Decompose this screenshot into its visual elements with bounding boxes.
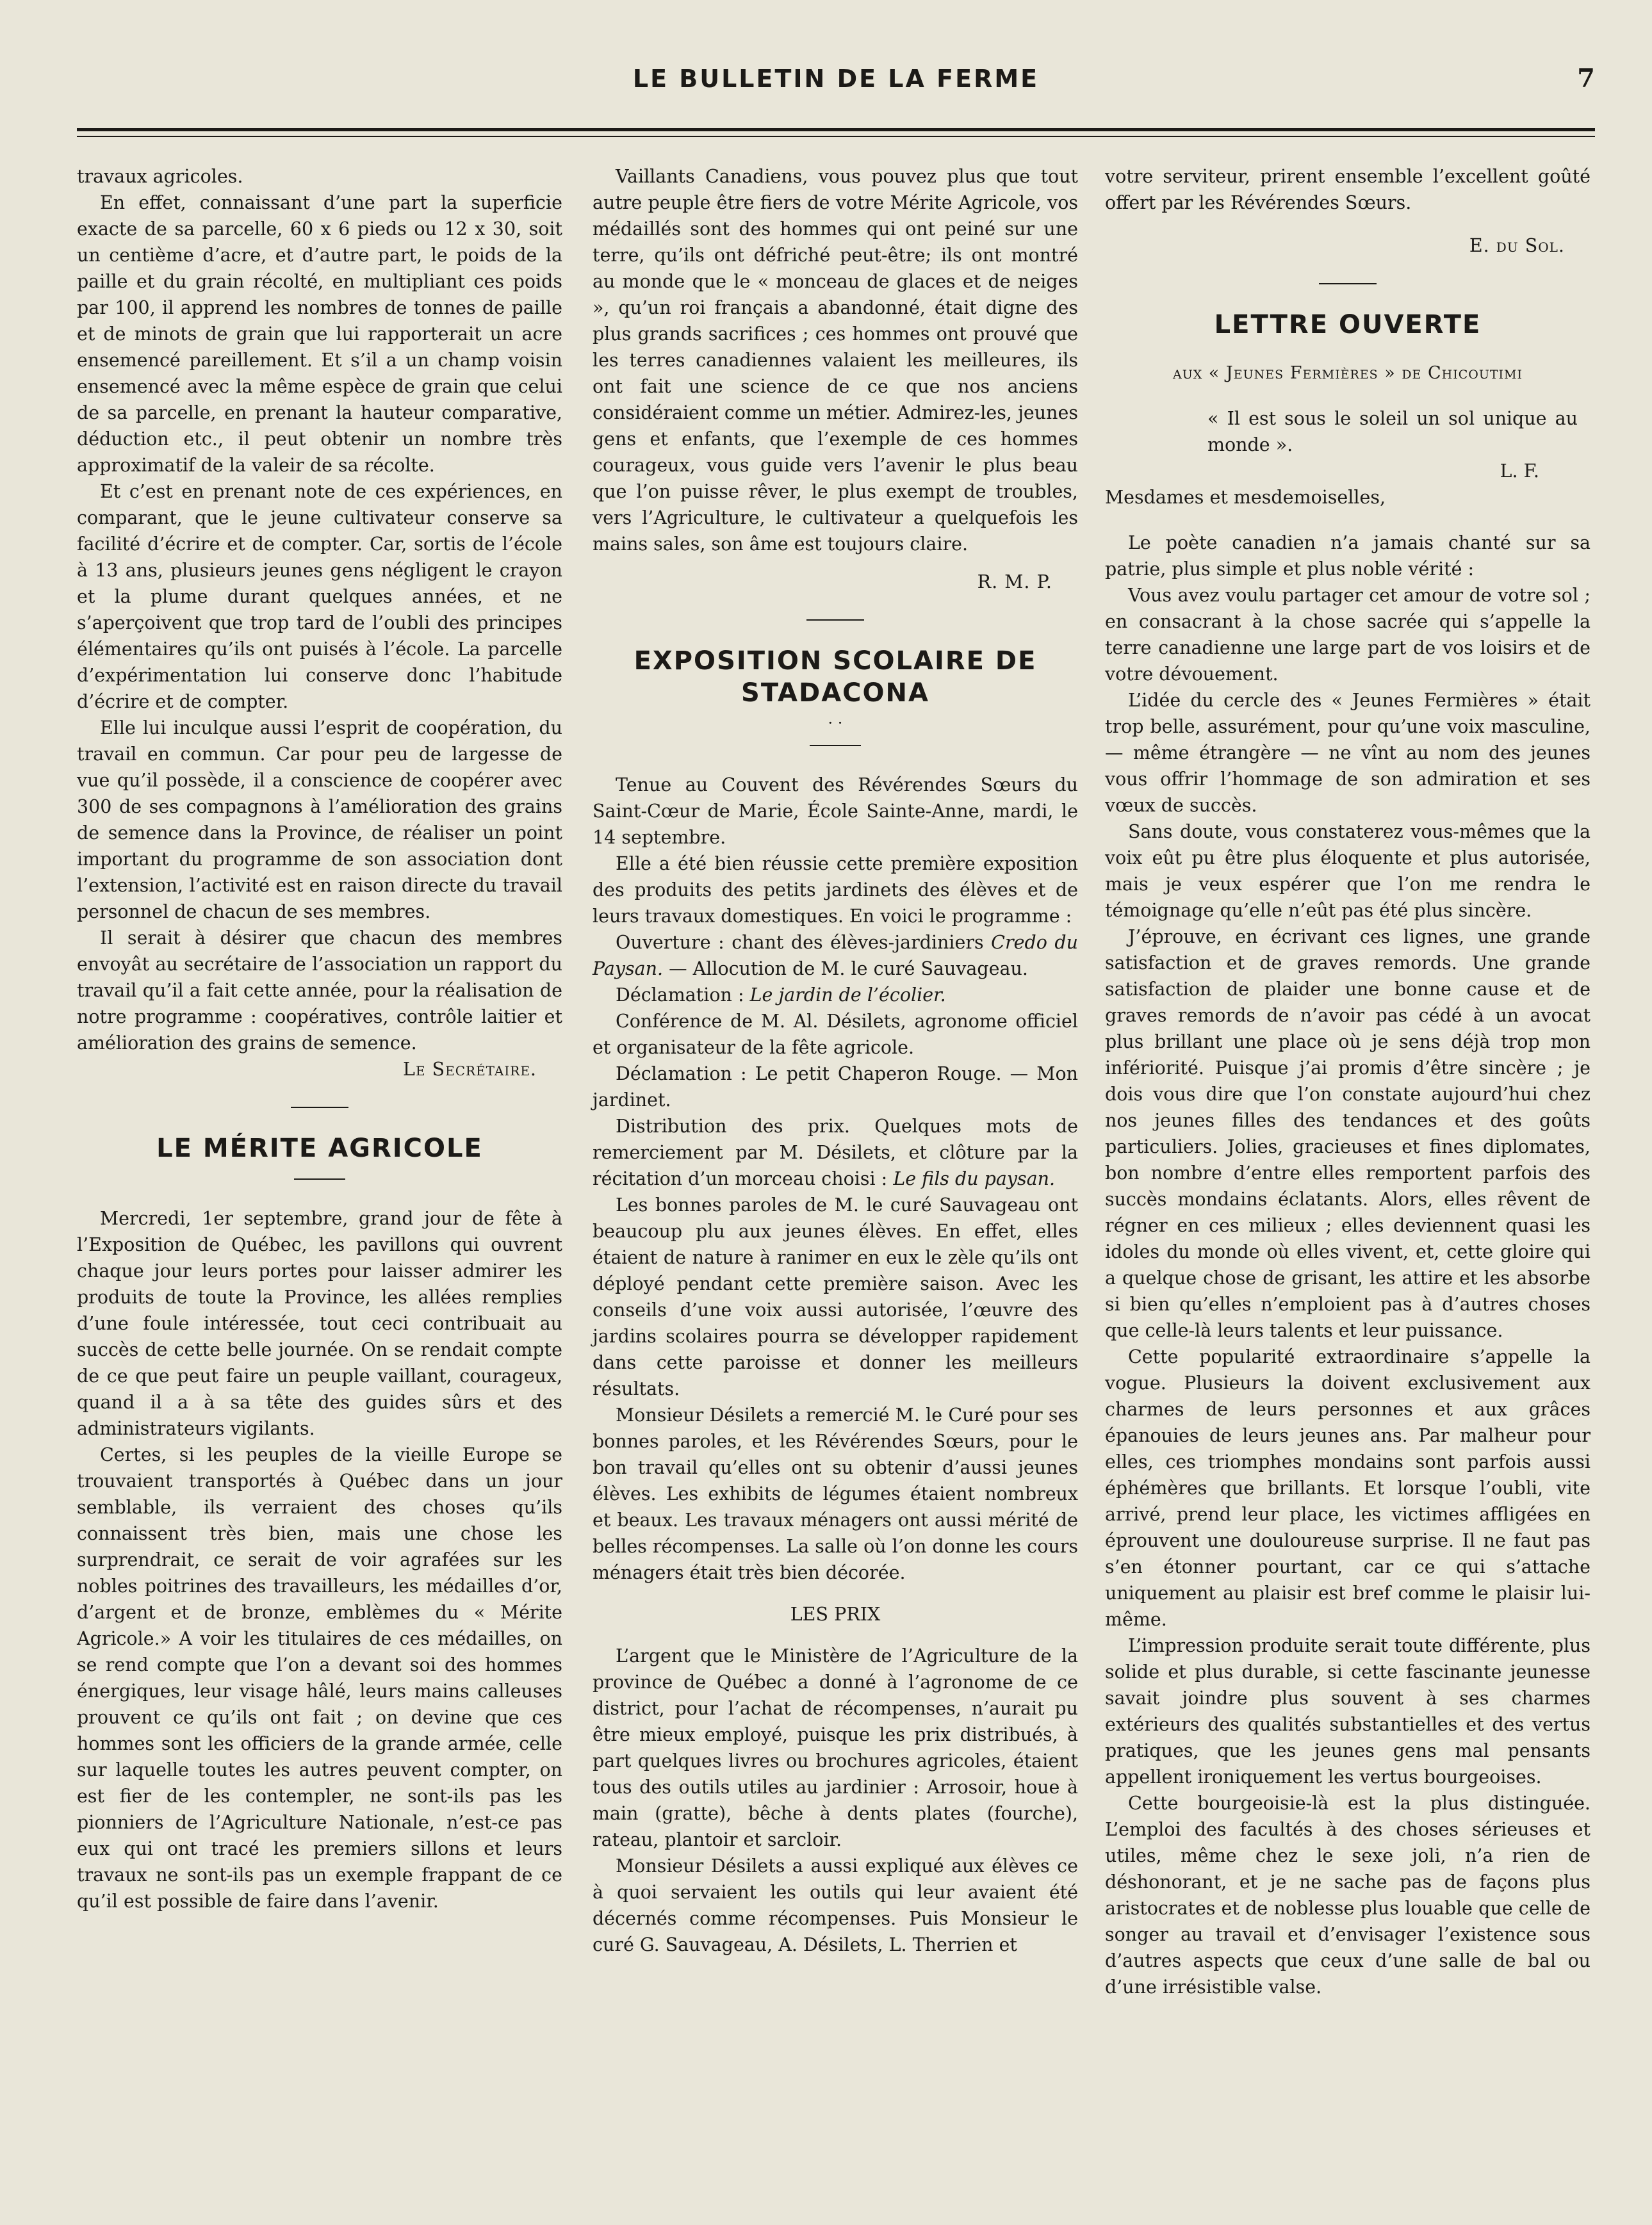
paragraph: Il serait à désirer que chacun des membres envoyât au secrétaire de l’association un rapport du travail qu’il a fait cette année, pour la réalisation de notre programme : coopératives, contrôle laitier et amélioration des grains de semence. [77,927,562,1054]
program-item: Conférence de M. Al. Désilets, agronome officiel et organisateur de la fête agricole. [593,1011,1078,1058]
paragraph: Les bonnes paroles de M. le curé Sauvageau ont beaucoup plu aux jeunes élèves. En effet, elles étaient de nature à ranimer en eux le zèle qu’ils ont déployé pendant cette première saison. Avec les conseils d’une voix aussi autorisée, l’œuvre des jardins scolaires pourra se développer rapidement dans cette paroisse et donner les meilleurs résultats. [593,1194,1078,1399]
paragraph: Elle lui inculque aussi l’esprit de coopération, du travail en commun. Car pour peu de largesse de vue qu’il possède, il a conscience de coopérer avec 300 de ses compagnons à l’amélioration des grains de semence dans la Province, de réaliser un point important du programme de son association dont l’extension, l’activité est en raison directe du travail personnel de chacun de ses membres. [77,717,562,922]
letter-addressee: aux « Jeunes Fermières » de Chicoutimi [1172,363,1523,383]
signature: E. du Sol. [1469,235,1565,256]
paragraph: Et c’est en prenant note de ces expériences, en comparant, que le jeune cultivateur conserve sa facilité d’écrire et de compter. Car, sortis de l’école à 13 ans, plusieurs jeunes gens négligent le crayon et la plume durant quelques années, et ne s’aperçoivent que trop tard de l’oubli des principes élémentaires qu’ils ont puisés à l’école. La parcelle d’expérimentation lui conserve donc l’habitude d’écrire et de compter. [77,481,562,712]
section-subhead: LES PRIX [790,1604,881,1625]
header-rule-thick [77,128,1595,131]
epigraph-signature: L. F. [1500,460,1539,482]
program-title: Le fils du paysan. [893,1168,1056,1189]
program-item [593,982,1078,1008]
paragraph: Elle a été bien réussie cette première exposition des produits des petits jardinets des élèves et de leurs travaux domestiques. En voici le programme : [593,853,1078,927]
paragraph: Monsieur Désilets a aussi expliqué aux élèves ce à quoi servaient les outils qui leur avaient été décernés comme récompenses. Puis Monsieur le curé G. Sauvageau, A. Désilets, L. Therrien et [593,1855,1078,1955]
signature: R. M. P. [977,571,1052,592]
paragraph: Monsieur Désilets a remercié M. le Curé pour ses bonnes paroles, et les Révérendes Sœurs, pour le bon travail qu’elles ont su obtenir d’aussi jeunes élèves. Les exhibits de légumes étaient nombreux et beaux. Les travaux ménagers ont aussi mérité de belles récompenses. La salle où l’on donne les cours ménagers était très bien décorée. [593,1405,1078,1583]
article-title: EXPOSITION SCOLAIRE DE STADACONA [634,646,1037,708]
program-item: Déclamation : Le petit Chaperon Rouge. — Mon jardinet. [593,1063,1078,1111]
header-rule-thin [77,136,1595,137]
title-rule [810,745,861,746]
program-text: Déclamation : [616,984,750,1006]
program-title: Credo du Paysan. [593,932,1078,979]
signature: Le Secrétaire. [403,1059,537,1080]
column-2 [593,163,1078,1958]
column-3 [1105,163,1591,2000]
article-title: LETTRE OUVERTE [1214,310,1482,339]
program-text: Ouverture : chant des élèves-jardiniers [616,932,992,953]
article-separator [291,1107,348,1108]
paragraph: En effet, connaissant d’une part la superficie exacte de sa parcelle, 60 x 6 pieds ou 12 x 30, soit un centième d’acre, et d’autre part, le poids de la paille et du grain récolté, en multipliant ces poids par 100, il apprend les nombres de tonnes de paille et de minots de grain que lui rapporterait un acre ensemencé pareillement. Et s’il a un champ voisin ensemencé avec la même espèce de grain que celui de sa parcelle, en prenant la hauteur comparative, déduction etc., il peut obtenir un nombre très approximatif de la valeir de sa récolte. [77,192,562,476]
article-title: LE MÉRITE AGRICOLE [156,1134,483,1163]
program-item [593,929,1078,982]
article-separator [806,619,864,621]
paragraph: Certes, si les peuples de la vieille Europe se trouvaient transportés à Québec dans un jour semblable, ils verraient des choses qu’ils connaissent très bien, mais une chose les surprendrait, ce serait de voir agrafées sur les nobles poitrines des travailleurs, les médailles d’or, d’argent et de bronze, emblèmes du « Mérite Agricole.» A voir les titulaires de ces médailles, on se rend compte que l’on a devant soi des hommes énergiques, leur visage hâlé, leurs mains calleuses prouvent ce qu’ils ont fait ; on devine que ces hommes sont les officiers de la grande armée, celle sur laquelle toutes les autres peuvent compter, on est fier de les contempler, ne sont-ils pas les pionniers de l’Agriculture Nationale, n’est-ce pas eux qui ont tracé les premiers sillons et leurs travaux ne sont-ils pas un exemple frappant de ce qu’il est possible de faire dans l’avenir. [77,1444,562,1912]
paragraph: Mercredi, 1er septembre, grand jour de fête à l’Exposition de Québec, les pavillons qui ouvrent chaque jour leurs portes pour laisser admirer les produits de toute la Province, les allées remplies d’une foule intéressée, tout ceci contribuait au succès de cette belle journée. On se rendait compte de ce que peut faire un peuple vaillant, courageux, quand il a à sa tête des guides sûrs et des administrateurs vigilants. [77,1208,562,1439]
running-title: LE BULLETIN DE LA FERME [632,65,1040,93]
paragraph: Vous avez voulu partager cet amour de votre sol ; en consacrant à la chose sacrée qui s’appelle la terre canadienne une large part de vos loisirs et de votre dévouement. [1105,585,1591,685]
paragraph: Cette popularité extraordinaire s’appelle la vogue. Plusieurs la doivent exclusivement aux charmes de leurs personnes et aux grâces épanouies de leurs jeunes ans. Par malheur pour elles, ces triomphes mondains sont parfois aussi éphémères que brillants. Et lorsque l’oubli, vite arrivé, prend leur place, les victimes affligées en éprouvent une douloureuse surprise. Il ne faut pas s’en étonner pourtant, car ce qui s’attache uniquement au plaisir est bref comme le plaisir lui-même. [1105,1346,1591,1630]
salutation: Mesdames et mesdemoiselles, [1105,487,1386,508]
paragraph: Sans doute, vous constaterez vous-mêmes que la voix eût pu être plus éloquente et plus autorisée, mais je veux espérer que l’on me rendra le témoignage qu’elle n’eût pas été plus sincère. [1105,821,1591,921]
program-text: Distribution des prix. Quelques mots de remerciement par M. Désilets, et clôture par la récitation d’un morceau choisi : [593,1116,1078,1189]
paragraph: L’impression produite serait toute différente, plus solide et plus durable, si cette fascinante jeunesse savait joindre plus souvent à ses charmes extérieurs des qualités substantielles et des vertus pratiques, que les jeunes gens mal pensants appellent ironiquement les vertus bourgeoises. [1105,1635,1591,1788]
ornament: · · [828,714,843,732]
paragraph: votre serviteur, prirent ensemble l’excellent goûté offert par les Révérendes Sœurs. [1105,166,1591,213]
paragraph: Cette bourgeoisie-là est la plus distinguée. L’emploi des facultés à des choses sérieuses et utiles, même chez le sexe joli, n’a rien de déshonorant, et je ne sache pas de façons plus aristocrates et de noblesse plus louable que celle de songer au travail et d’envisager l’existence sous d’autres aspects que ceux d’une salle de bal ou d’une irrésistible valse. [1105,1793,1591,1998]
page-number: 7 [1577,63,1595,94]
article-separator [1319,283,1377,284]
page-header [77,61,1595,106]
paragraph: L’idée du cercle des « Jeunes Fermières » était trop belle, assurément, pour qu’une voix masculine, — même étrangère — ne vînt au nom des jeunes vous offrir l’hommage de son admiration et ses vœux de succès. [1105,690,1591,816]
paragraph: Le poète canadien n’a jamais chanté sur sa patrie, plus simple et plus noble vérité : [1105,532,1591,580]
program-title: Le jardin de l’écolier. [749,984,946,1006]
paragraph: L’argent que le Ministère de l’Agriculture de la province de Québec a donné à l’agronome de ce district, pour l’achat de récompenses, n’aurait pu être mieux employé, puisque les prix distribués, à part quelques livres ou brochures agricoles, étaient tous des outils utiles au jardinier : Arrosoir, houe à main (gratte), bêche à dents plates (fourche), rateau, plantoir et sarcloir. [593,1645,1078,1850]
title-rule [294,1178,345,1180]
paragraph: Vaillants Canadiens, vous pouvez plus que tout autre peuple être fiers de votre Mérite Agricole, vos médaillés sont des hommes qui ont peiné sur une terre, qu’ils ont défriché peut-être; ils ont montré au monde que le « monceau de glaces et de neiges », qu’un roi français a abandonné, était digne des plus grands sacrifices ; ces hommes ont prouvé que les terres canadiennes valaient les meilleures, ils ont fait une science de ce que nos anciens considéraient comme un métier. Admirez-les, jeunes gens et enfants, que l’exemple de ces hommes courageux, vous guide vers l’avenir le plus beau que l’on puisse rêver, le plus exempt de troubles, vers l’Agriculture, le cultivateur a quelquefois les mains sales, son âme est toujours claire. [593,166,1078,555]
paragraph: travaux agricoles. [77,166,243,187]
program-item [593,1113,1078,1192]
epigraph-quote: « Il est sous le soleil un sol unique au monde ». [1207,408,1578,455]
column-1 [77,163,562,1914]
paragraph: Tenue au Couvent des Révérendes Sœurs du Saint-Cœur de Marie, École Sainte-Anne, mardi, le 14 septembre. [593,774,1078,848]
program-text: — Allocution de M. le curé Sauvageau. [663,958,1028,979]
paragraph: J’éprouve, en écrivant ces lignes, une grande satisfaction et de graves remords. Une grande satisfaction de plaider une bonne cause et de graves remords de n’avoir pas cédé à un avocat plus brillant une place où je sens déjà trop mon infériorité. Puisque j’ai promis d’être sincère ; je dois vous dire que l’on constate aujourd’hui chez nos jeunes filles des tendances et des goûts particuliers. Jolies, gracieuses et fines diplomates, bon nombre d’entre elles remportent parfois des succès mondains éclatants. Alors, elles rêvent de régner en ces milieux ; elles deviennent quasi les idoles du monde où elles vivent, et, cette gloire qui a quelque chose de grisant, les attire et les absorbe si bien qu’elles n’emploient pas à d’autres choses que celle-là leurs talents et leur puissance. [1105,926,1591,1341]
